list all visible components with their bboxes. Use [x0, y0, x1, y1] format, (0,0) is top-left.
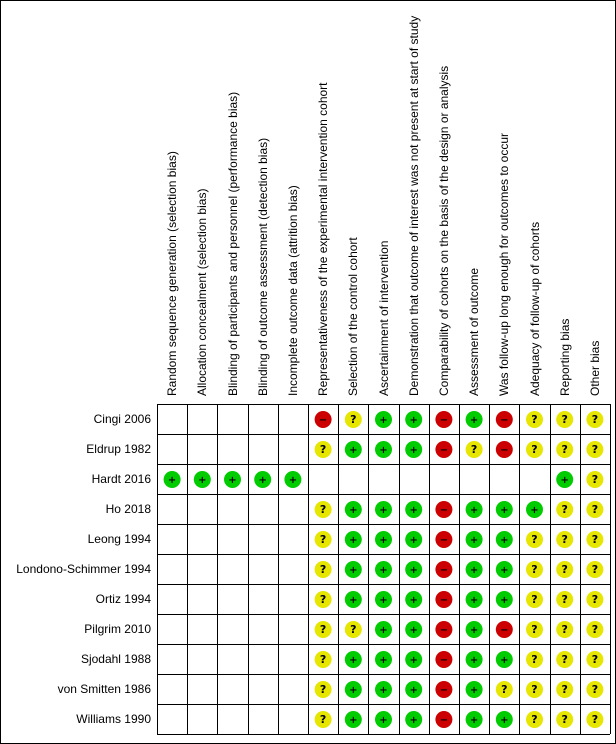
judgment-unclear-icon: [586, 471, 603, 488]
judgment-unclear-icon: [526, 411, 543, 428]
judgment-low-icon: [496, 561, 513, 578]
svg-text:+: +: [198, 475, 207, 486]
svg-text:?: ?: [591, 413, 599, 426]
study-label: Ortiz 1994: [95, 592, 151, 606]
study-label: Cingi 2006: [93, 412, 151, 426]
judgment-unclear-icon: [586, 681, 603, 698]
svg-text:+: +: [469, 715, 479, 726]
svg-text:?: ?: [319, 623, 327, 636]
svg-text:+: +: [409, 685, 418, 696]
svg-text:+: +: [379, 595, 388, 606]
svg-text:+: +: [379, 655, 388, 666]
judgment-low-icon: [405, 441, 422, 458]
judgment-unclear-icon: [315, 651, 332, 668]
judgment-unclear-icon: [315, 501, 332, 518]
judgment-unclear-icon: [556, 561, 573, 578]
svg-text:?: ?: [591, 563, 599, 576]
judgment-low-icon: [466, 591, 483, 608]
svg-text:?: ?: [561, 413, 568, 426]
judgment-low-icon: [405, 651, 422, 668]
column-header: Representativeness of the experimental intervention cohort: [316, 82, 331, 396]
svg-text:?: ?: [319, 683, 327, 696]
judgment-unclear-icon: [526, 651, 543, 668]
svg-text:?: ?: [591, 533, 599, 546]
svg-text:?: ?: [591, 623, 599, 636]
study-label: Eldrup 1982: [86, 442, 151, 456]
svg-text:+: +: [349, 505, 358, 516]
judgment-low-icon: [345, 441, 362, 458]
judgment-unclear-icon: [315, 621, 332, 638]
svg-text:−: −: [500, 415, 509, 426]
svg-text:+: +: [349, 655, 358, 666]
svg-text:?: ?: [591, 443, 599, 456]
judgment-unclear-icon: [556, 591, 573, 608]
column-header: Blinding of participants and personnel (performance bias): [225, 91, 240, 396]
svg-text:?: ?: [319, 443, 327, 456]
svg-text:−: −: [439, 595, 449, 606]
judgment-low-icon: [345, 711, 362, 728]
svg-text:?: ?: [591, 683, 599, 696]
svg-text:?: ?: [561, 713, 568, 726]
judgment-low-icon: [526, 501, 543, 518]
judgment-high-icon: [496, 441, 513, 458]
svg-text:?: ?: [561, 443, 568, 456]
svg-text:?: ?: [319, 503, 327, 516]
svg-text:+: +: [379, 715, 388, 726]
svg-text:+: +: [409, 565, 418, 576]
judgment-unclear-icon: [526, 621, 543, 638]
judgment-unclear-icon: [586, 651, 603, 668]
judgment-unclear-icon: [345, 621, 362, 638]
svg-text:?: ?: [591, 473, 599, 486]
svg-text:+: +: [500, 535, 509, 546]
svg-text:+: +: [469, 505, 479, 516]
column-header: Allocation concealment (selection bias): [195, 188, 210, 396]
svg-text:+: +: [409, 505, 418, 516]
judgment-low-icon: [496, 501, 513, 518]
svg-text:?: ?: [501, 683, 508, 696]
judgment-low-icon: [224, 471, 241, 488]
judgment-low-icon: [194, 471, 211, 488]
judgment-unclear-icon: [556, 501, 573, 518]
svg-text:?: ?: [561, 563, 568, 576]
judgment-unclear-icon: [526, 711, 543, 728]
svg-text:+: +: [469, 625, 479, 636]
svg-text:+: +: [500, 505, 509, 516]
column-header: Adequacy of follow-up of cohorts: [527, 221, 542, 396]
svg-text:+: +: [228, 475, 237, 486]
svg-text:?: ?: [591, 713, 599, 726]
svg-text:−: −: [439, 505, 449, 516]
svg-text:?: ?: [350, 623, 357, 636]
judgment-low-icon: [375, 621, 392, 638]
judgment-unclear-icon: [556, 531, 573, 548]
judgment-low-icon: [405, 621, 422, 638]
judgment-low-icon: [466, 711, 483, 728]
judgment-low-icon: [345, 501, 362, 518]
judgment-unclear-icon: [526, 591, 543, 608]
judgment-unclear-icon: [556, 651, 573, 668]
judgment-low-icon: [345, 531, 362, 548]
svg-text:−: −: [439, 535, 449, 546]
judgment-unclear-icon: [556, 621, 573, 638]
judgment-high-icon: [435, 621, 452, 638]
judgment-unclear-icon: [315, 531, 332, 548]
judgment-low-icon: [405, 681, 422, 698]
judgment-low-icon: [375, 651, 392, 668]
svg-text:?: ?: [561, 653, 568, 666]
column-header: Comparability of cohorts on the basis of the design or analysis: [436, 65, 451, 396]
svg-text:?: ?: [531, 683, 538, 696]
svg-text:?: ?: [591, 503, 599, 516]
svg-text:?: ?: [350, 413, 357, 426]
judgment-unclear-icon: [556, 441, 573, 458]
judgment-high-icon: [496, 411, 513, 428]
svg-text:+: +: [469, 565, 479, 576]
judgment-low-icon: [375, 531, 392, 548]
svg-text:+: +: [409, 445, 418, 456]
judgment-unclear-icon: [315, 711, 332, 728]
judgment-low-icon: [375, 441, 392, 458]
svg-text:+: +: [379, 535, 388, 546]
study-label: Hardt 2016: [91, 472, 151, 486]
judgment-unclear-icon: [556, 711, 573, 728]
svg-text:+: +: [288, 475, 298, 486]
judgment-low-icon: [466, 681, 483, 698]
svg-text:?: ?: [561, 683, 568, 696]
judgment-low-icon: [375, 711, 392, 728]
svg-text:+: +: [379, 415, 388, 426]
judgment-low-icon: [164, 471, 181, 488]
column-header: Incomplete outcome data (attrition bias): [285, 185, 300, 396]
svg-text:+: +: [379, 685, 388, 696]
svg-text:+: +: [349, 565, 358, 576]
judgment-low-icon: [405, 411, 422, 428]
svg-text:?: ?: [561, 503, 568, 516]
judgment-unclear-icon: [315, 561, 332, 578]
judgment-high-icon: [435, 501, 452, 518]
svg-text:?: ?: [319, 533, 327, 546]
judgment-unclear-icon: [526, 531, 543, 548]
judgment-low-icon: [345, 561, 362, 578]
judgment-high-icon: [435, 411, 452, 428]
svg-text:?: ?: [531, 443, 538, 456]
svg-text:−: −: [500, 445, 509, 456]
column-header: Reporting bias: [557, 318, 572, 396]
column-header: Was follow-up long enough for outcomes to occur: [497, 132, 512, 396]
svg-text:+: +: [258, 475, 267, 486]
judgment-low-icon: [466, 651, 483, 668]
judgment-low-icon: [254, 471, 271, 488]
svg-text:−: −: [439, 415, 449, 426]
judgment-low-icon: [466, 501, 483, 518]
judgment-unclear-icon: [586, 561, 603, 578]
svg-text:+: +: [469, 535, 479, 546]
svg-text:−: −: [500, 625, 509, 636]
svg-text:−: −: [439, 685, 449, 696]
svg-text:?: ?: [531, 533, 538, 546]
study-label: Londono-Schimmer 1994: [16, 562, 151, 576]
study-label: von Smitten 1986: [57, 682, 151, 696]
column-header: Selection of the control cohort: [346, 237, 361, 396]
judgment-unclear-icon: [315, 681, 332, 698]
judgment-high-icon: [435, 531, 452, 548]
svg-text:?: ?: [531, 653, 538, 666]
judgment-unclear-icon: [586, 711, 603, 728]
svg-text:+: +: [409, 715, 418, 726]
svg-text:+: +: [409, 595, 418, 606]
svg-text:+: +: [379, 565, 388, 576]
svg-text:+: +: [167, 475, 177, 486]
svg-text:+: +: [379, 445, 388, 456]
svg-text:+: +: [409, 655, 418, 666]
svg-text:+: +: [469, 595, 479, 606]
judgment-low-icon: [345, 681, 362, 698]
svg-text:+: +: [469, 415, 479, 426]
judgment-low-icon: [405, 531, 422, 548]
judgment-low-icon: [375, 681, 392, 698]
study-label: Pilgrim 2010: [84, 622, 151, 636]
judgment-high-icon: [435, 591, 452, 608]
svg-text:+: +: [530, 505, 539, 516]
svg-text:?: ?: [591, 653, 599, 666]
judgment-high-icon: [315, 411, 332, 428]
judgment-low-icon: [496, 651, 513, 668]
svg-text:?: ?: [531, 413, 538, 426]
svg-text:+: +: [500, 595, 509, 606]
study-label: Leong 1994: [87, 532, 151, 546]
judgment-low-icon: [496, 531, 513, 548]
svg-text:+: +: [349, 595, 358, 606]
judgment-unclear-icon: [556, 681, 573, 698]
judgment-high-icon: [435, 561, 452, 578]
column-header: Blinding of outcome assessment (detection bias): [255, 137, 270, 396]
judgment-low-icon: [375, 411, 392, 428]
judgment-low-icon: [345, 651, 362, 668]
svg-text:−: −: [439, 625, 449, 636]
judgment-unclear-icon: [526, 561, 543, 578]
judgment-unclear-icon: [556, 411, 573, 428]
svg-text:+: +: [349, 445, 358, 456]
svg-text:+: +: [469, 685, 479, 696]
svg-text:?: ?: [531, 623, 538, 636]
judgment-unclear-icon: [315, 591, 332, 608]
judgment-high-icon: [435, 711, 452, 728]
svg-text:+: +: [349, 535, 358, 546]
svg-text:+: +: [500, 655, 509, 666]
judgment-unclear-icon: [466, 441, 483, 458]
judgment-low-icon: [466, 411, 483, 428]
judgment-low-icon: [496, 711, 513, 728]
judgment-high-icon: [496, 621, 513, 638]
judgment-unclear-icon: [586, 501, 603, 518]
column-header: Random sequence generation (selection bias): [165, 151, 180, 396]
judgment-low-icon: [284, 471, 301, 488]
judgment-low-icon: [405, 561, 422, 578]
judgment-unclear-icon: [586, 621, 603, 638]
judgment-low-icon: [466, 561, 483, 578]
svg-text:?: ?: [319, 653, 327, 666]
svg-text:+: +: [409, 535, 418, 546]
svg-text:+: +: [500, 715, 509, 726]
judgment-low-icon: [466, 531, 483, 548]
svg-text:−: −: [318, 415, 328, 426]
judgment-low-icon: [345, 591, 362, 608]
svg-text:−: −: [439, 565, 449, 576]
judgment-low-icon: [405, 711, 422, 728]
svg-text:?: ?: [561, 593, 568, 606]
judgment-unclear-icon: [526, 681, 543, 698]
column-header: Other bias: [587, 340, 602, 396]
svg-text:+: +: [349, 715, 358, 726]
judgment-high-icon: [435, 681, 452, 698]
svg-text:?: ?: [319, 593, 327, 606]
svg-text:+: +: [349, 685, 358, 696]
judgment-high-icon: [435, 441, 452, 458]
svg-text:?: ?: [531, 593, 538, 606]
judgment-unclear-icon: [586, 591, 603, 608]
column-header: Ascertainment of intervention: [376, 240, 391, 396]
judgment-low-icon: [375, 561, 392, 578]
judgment-unclear-icon: [496, 681, 513, 698]
judgment-high-icon: [435, 651, 452, 668]
column-header: Demonstration that outcome of interest was not present at start of study: [406, 15, 421, 396]
judgment-unclear-icon: [586, 531, 603, 548]
svg-text:?: ?: [319, 563, 327, 576]
study-label: Ho 2018: [105, 502, 151, 516]
study-label: Sjodahl 1988: [80, 652, 151, 666]
svg-text:+: +: [379, 505, 388, 516]
svg-text:+: +: [469, 655, 479, 666]
judgment-low-icon: [405, 591, 422, 608]
judgment-low-icon: [405, 501, 422, 518]
svg-text:+: +: [409, 415, 418, 426]
svg-text:+: +: [560, 475, 569, 486]
svg-text:?: ?: [319, 713, 327, 726]
judgment-unclear-icon: [586, 441, 603, 458]
judgment-unclear-icon: [315, 441, 332, 458]
svg-text:−: −: [439, 715, 449, 726]
judgment-low-icon: [375, 591, 392, 608]
svg-text:+: +: [379, 625, 388, 636]
judgment-low-icon: [466, 621, 483, 638]
judgment-low-icon: [556, 471, 573, 488]
svg-text:+: +: [409, 625, 418, 636]
judgment-low-icon: [375, 501, 392, 518]
svg-text:−: −: [439, 655, 449, 666]
judgment-unclear-icon: [526, 441, 543, 458]
svg-text:?: ?: [591, 593, 599, 606]
svg-text:?: ?: [561, 533, 568, 546]
study-label: Williams 1990: [76, 712, 151, 726]
svg-text:?: ?: [561, 623, 568, 636]
svg-text:?: ?: [531, 563, 538, 576]
svg-text:−: −: [439, 445, 449, 456]
judgment-low-icon: [496, 591, 513, 608]
column-header: Assessment of outcome: [467, 267, 482, 396]
svg-text:?: ?: [531, 713, 538, 726]
svg-text:?: ?: [470, 443, 478, 456]
svg-text:+: +: [500, 565, 509, 576]
judgment-unclear-icon: [586, 411, 603, 428]
judgment-unclear-icon: [345, 411, 362, 428]
